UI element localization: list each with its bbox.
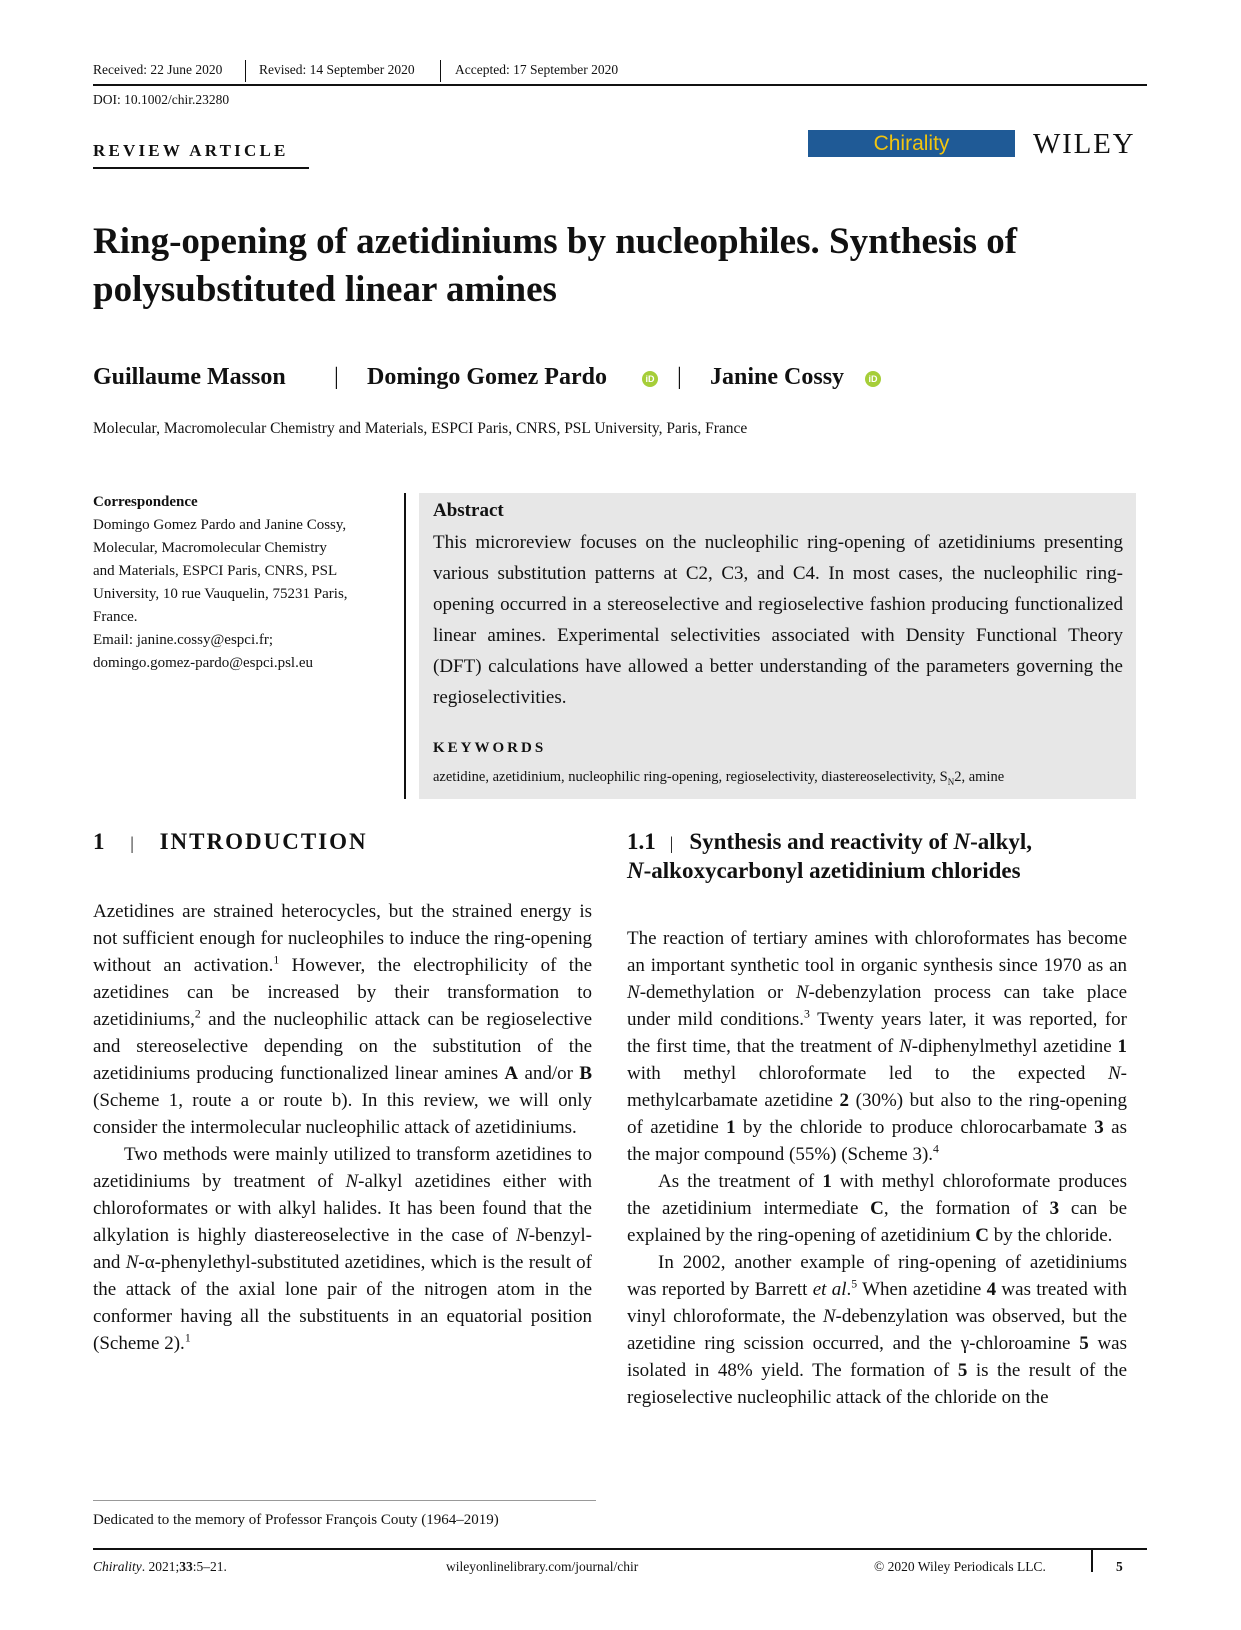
paragraph: Azetidines are strained heterocycles, but the strained energy is not sufficient enough for nucleophiles to induce the ring-opening without an activation.$^1$ However, the electrophilicity of the azetidines can be increased by their transformation to azetidiniums,$^2$ and the nucleophilic attack can be regioselective and stereoselective depending on the substitution of the azetidiniums producing functionalized linear amines A and/or B (Scheme 1, route a or route b). In this review, we will only consider the intermolecular nucleophilic attack of azetidiniums.: [93, 901, 592, 1138]
divider: [1091, 1550, 1093, 1572]
abstract-box: [419, 493, 1136, 799]
citation-ref[interactable]: 1: [273, 953, 280, 967]
compound-label: C: [870, 1198, 884, 1219]
orcid-icon[interactable]: iD: [642, 371, 658, 387]
correspondence-heading: Correspondence: [93, 494, 198, 510]
citation-journal: Chirality: [93, 1559, 142, 1574]
divider: [404, 493, 406, 799]
page-number: 5: [1116, 1559, 1123, 1574]
italic-text: N: [627, 982, 640, 1003]
compound-label: B: [579, 1063, 592, 1084]
subsection-title: -alkyl,: [970, 829, 1033, 854]
italic-text: et al: [812, 1279, 847, 1300]
abstract-heading: Abstract: [433, 500, 504, 521]
correspondence-line: and Materials, ESPCI Paris, CNRS, PSL: [93, 563, 338, 579]
subsection-title: -alkoxycarbonyl azetidinium chlorides: [643, 858, 1021, 883]
journal-url[interactable]: wileyonlinelibrary.com/journal/chir: [446, 1559, 639, 1574]
section-separator: |: [669, 833, 674, 853]
keywords-heading: KEYWORDS: [433, 740, 547, 756]
paragraph: In 2002, another example of ring-opening of azetidiniums was reported by Barrett et al.$^5$ When azetidine 4 was treated with vinyl chloroformate, the N-debenzylation was observed, but the azetidine ring scission occurred, and the γ-chloroamine 5 was isolated in 48% yield. The formation of 5 is the result of the regioselective nucleophilic attack of the chloride on the: [627, 1252, 1127, 1408]
copyright: © 2020 Wiley Periodicals LLC.: [874, 1559, 1046, 1574]
citation-ref[interactable]: 1: [184, 1331, 191, 1345]
citation-ref[interactable]: 5: [851, 1277, 858, 1291]
paragraph: Two methods were mainly utilized to transform azetidines to azetidiniums by treatment of N-alkyl azetidines either with chloroformates or with alkyl halides. It has been found that the alkylation is highly diastereoselective in the case of N-benzyl- and N-α-phenylethyl-substituted azetidines, which is the result of the attack of the axial lone pair of the nitrogen atom in the conformer having all the substituents in an equatorial position (Scheme 2).$^1$: [93, 1144, 593, 1354]
received-date: Received: 22 June 2020: [93, 62, 223, 77]
subsection-title: N: [627, 858, 644, 883]
dedication-footnote: Dedicated to the memory of Professor François Couty (1964–2019): [93, 1512, 499, 1528]
correspondence-line: University, 10 rue Vauquelin, 75231 Paris,: [93, 586, 348, 602]
compound-label: 3: [1094, 1117, 1104, 1138]
italic-text: N: [1107, 1063, 1121, 1084]
divider: [245, 60, 246, 82]
header-rule: [93, 84, 1147, 86]
affiliation: Molecular, Macromolecular Chemistry and Materials, ESPCI Paris, CNRS, PSL University, Paris, France: [93, 420, 748, 437]
correspondence-line: Molecular, Macromolecular Chemistry: [93, 540, 327, 556]
section-separator: |: [130, 833, 134, 853]
orcid-icon[interactable]: iD: [865, 371, 881, 387]
compound-label: 3: [1049, 1198, 1060, 1219]
doi[interactable]: DOI: 10.1002/chir.23280: [93, 92, 230, 107]
italic-text: N: [899, 1036, 912, 1057]
italic-text: N: [125, 1252, 139, 1273]
email-line[interactable]: Email: janine.cossy@espci.fr;: [93, 632, 274, 648]
compound-label: 4: [986, 1279, 997, 1300]
section-number: 1: [93, 829, 107, 854]
keywords-subscript: N: [947, 776, 955, 787]
journal-name: Chirality: [873, 132, 950, 155]
section-heading: [93, 829, 368, 855]
correspondence-block: [93, 491, 398, 675]
citation-year: . 2021;: [141, 1559, 180, 1574]
italic-text: N: [516, 1225, 529, 1246]
paragraph: As the treatment of 1 with methyl chloroformate produces the azetidinium intermediate C, the formation of 3 can be explained by the ring-opening of azetidinium C by the chloride.: [627, 1171, 1127, 1246]
abstract-text: This microreview focuses on the nucleophilic ring-opening of azetidiniums presenting various substitution patterns at C2, C3, and C4. In most cases, the nucleophilic ring-opening occurred in a stereoselective and regioselective fashion producing functionalized linear amines. Experimental selectivities associated with Density Functional Theory (DFT) calculations have allowed a better understanding of the parameters governing the regioselectivities.: [433, 532, 1123, 708]
correspondence-line: Domingo Gomez Pardo and Janine Cossy,: [93, 517, 347, 533]
revised-date: Revised: 14 September 2020: [259, 62, 415, 77]
keywords-text: 2, amine: [954, 769, 1005, 785]
compound-label: 5: [1079, 1333, 1089, 1354]
footer-rule: [93, 1548, 1147, 1550]
italic-text: N: [822, 1306, 836, 1327]
compound-label: 1: [822, 1171, 832, 1192]
author-separator: |: [677, 364, 682, 390]
publisher-logo[interactable]: WILEY: [1033, 128, 1136, 160]
citation-ref[interactable]: 4: [933, 1142, 939, 1156]
history-dates: [93, 60, 1147, 82]
footnote-rule: [93, 1500, 596, 1501]
article-type: REVIEW ARTICLE: [93, 141, 289, 160]
compound-label: A: [504, 1063, 519, 1084]
compound-label: C: [975, 1225, 989, 1246]
author-name[interactable]: Janine Cossy: [710, 364, 845, 390]
article-type-underline: [93, 167, 309, 169]
author-name[interactable]: Domingo Gomez Pardo: [367, 364, 607, 390]
accepted-date: Accepted: 17 September 2020: [455, 62, 619, 77]
email-line[interactable]: domingo.gomez-pardo@espci.psl.eu: [93, 655, 314, 671]
italic-text: N: [345, 1171, 359, 1192]
paragraph: The reaction of tertiary amines with chloroformates has become an important synthetic tool in organic synthesis since 1970 as an N-demethylation or N-debenzylation process can take place under mild conditions.$^3$ Twenty years later, it was reported, for the first time, that the treatment of N-diphenylmethyl azetidine 1 with methyl chloroformate led to the expected N-methylcarbamate azetidine 2 (30%) but also to the ring-opening of azetidine 1 by the chloride to produce chlorocarbamate 3 as the major compound (55%) (Scheme 3).$^4$: [627, 928, 1128, 1165]
citation-ref[interactable]: 2: [194, 1007, 201, 1021]
correspondence-line: France.: [93, 609, 138, 625]
compound-label: 2: [839, 1090, 850, 1111]
paper-title: Ring-opening of azetidiniums by nucleophiles. Synthesis of polysubstituted linear amines: [93, 221, 1018, 310]
italic-text: N: [795, 982, 809, 1003]
subsection-title: N: [953, 829, 971, 854]
right-column: [627, 925, 1127, 1411]
citation-ref[interactable]: 3: [804, 1007, 810, 1021]
author-name[interactable]: Guillaume Masson: [93, 364, 286, 390]
left-column: [93, 898, 592, 1357]
citation: [93, 1559, 227, 1575]
author-separator: |: [334, 364, 339, 390]
compound-label: 1: [726, 1117, 736, 1138]
compound-label: 1: [1117, 1036, 1128, 1057]
journal-logo[interactable]: [808, 130, 1015, 157]
subsection-title: Synthesis and reactivity of: [689, 829, 954, 854]
subsection-heading: [627, 828, 1137, 884]
keywords: [433, 769, 1004, 786]
divider: [440, 60, 441, 82]
compound-label: 5: [957, 1360, 968, 1381]
citation-volume: 33: [179, 1559, 193, 1574]
citation-pages: :5–21.: [192, 1559, 227, 1574]
section-title: INTRODUCTION: [159, 829, 368, 854]
subsection-number: 1.1: [627, 829, 656, 854]
keywords-text: azetidine, azetidinium, nucleophilic ring-opening, regioselectivity, diastereoselectivity, S: [433, 769, 948, 785]
